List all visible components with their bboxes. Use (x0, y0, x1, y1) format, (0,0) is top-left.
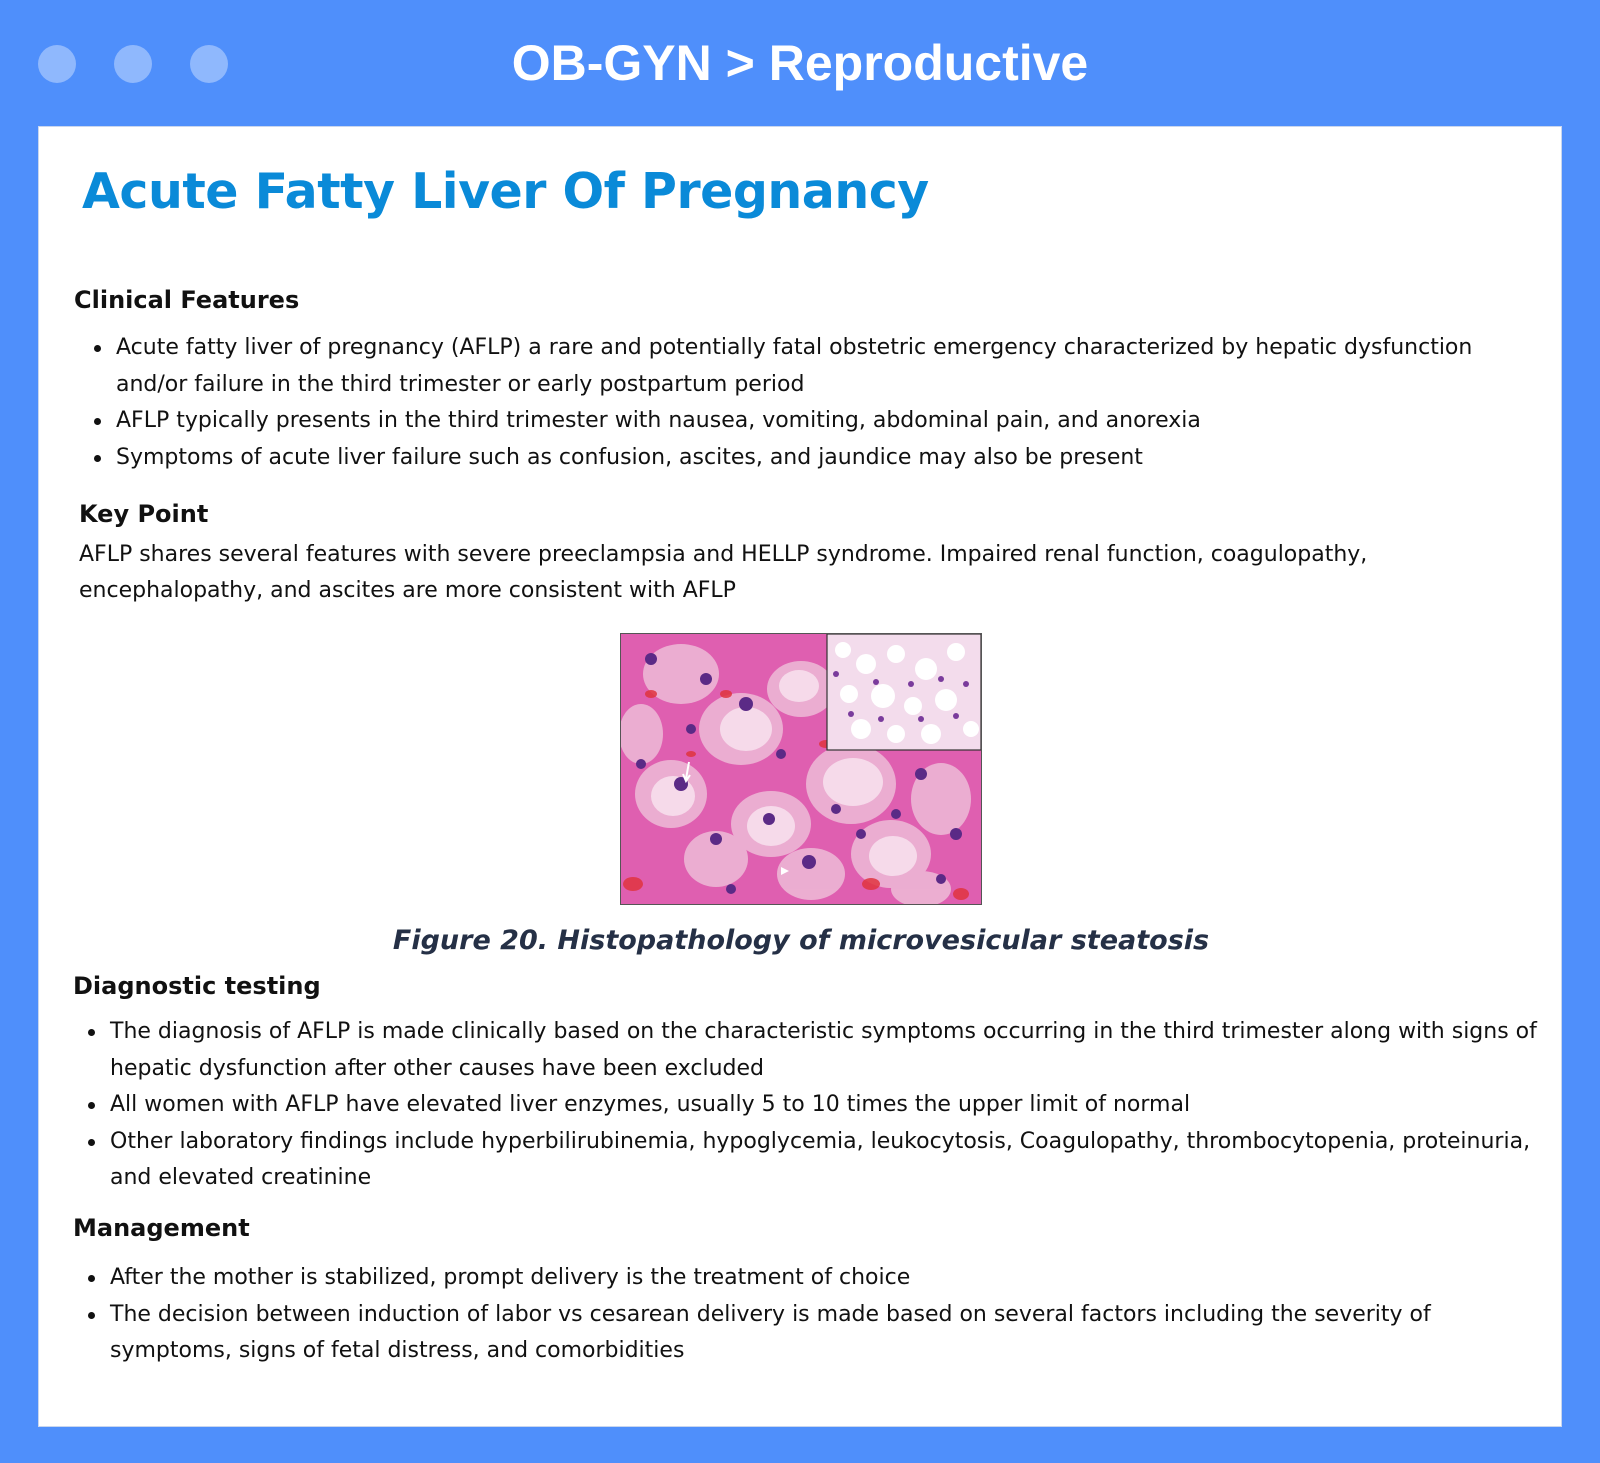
management-list (68, 1260, 1538, 1370)
list-item: Other laboratory findings include hyperbilirubinemia, hypoglycemia, leukocytosis, Coagulopathy, thrombocytopenia, proteinuria, and elevated creatinine (68, 1124, 1538, 1197)
list-item: Symptoms of acute liver failure such as confusion, ascites, and jaundice may also be present (74, 440, 1524, 477)
diagnostic-testing-heading: Diagnostic testing (73, 972, 321, 1000)
list-item: After the mother is stabilized, prompt delivery is the treatment of choice (68, 1260, 1538, 1297)
list-item: AFLP typically presents in the third trimester with nausea, vomiting, abdominal pain, and anorexia (74, 403, 1524, 440)
key-point-text: AFLP shares several features with severe preeclampsia and HELLP syndrome. Impaired renal function, coagulopathy, encephalopathy, and ascites are more consistent with AFLP (79, 542, 1368, 603)
title-bar (0, 0, 1600, 126)
diagnostic-testing-list (68, 1014, 1538, 1197)
list-item: The decision between induction of labor vs cesarean delivery is made based on several factors including the severity of symptoms, signs of fetal distress, and comorbidities (68, 1297, 1538, 1370)
clinical-features-heading: Clinical Features (74, 286, 300, 314)
list-item: All women with AFLP have elevated liver enzymes, usually 5 to 10 times the upper limit of normal (68, 1087, 1538, 1124)
page-title: Acute Fatty Liver Of Pregnancy (82, 163, 929, 220)
list-item: The diagnosis of AFLP is made clinically based on the characteristic symptoms occurring in the third trimester along with signs of hepatic dysfunction after other causes have been excluded (68, 1014, 1538, 1087)
list-item: Acute fatty liver of pregnancy (AFLP) a rare and potentially fatal obstetric emergency characterized by hepatic dysfunction and/or failure in the third trimester or early postpartum period (74, 330, 1524, 403)
clinical-features-list (74, 330, 1524, 476)
content-panel (38, 126, 1562, 1427)
key-point-heading: Key Point (79, 500, 209, 528)
histopathology-image (620, 633, 982, 905)
management-heading: Management (73, 1214, 250, 1242)
breadcrumb-title: OB-GYN > Reproductive (511, 35, 1089, 91)
figure-caption: Figure 20. Histopathology of microvesicular steatosis (392, 925, 1210, 956)
